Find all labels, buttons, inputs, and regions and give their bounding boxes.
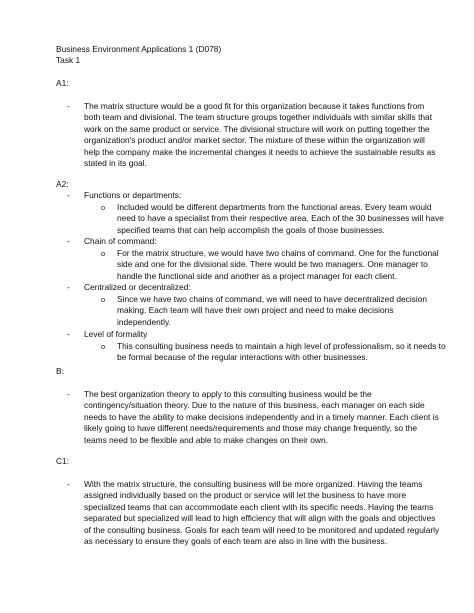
a2-item-text (117, 248, 439, 282)
section-heading-b: B: (56, 366, 64, 376)
text-line: making. Each team will have their own project and need to make decisions (117, 305, 394, 316)
text-line: The best organization theory to apply to this consulting business would be the (84, 389, 372, 399)
text-line: assigned individually based on the product or service will let the business to have more (84, 490, 407, 501)
bullet-dash: - (67, 479, 70, 489)
text-line: With the matrix structure, the consulting business will be more organized. Having the teams (84, 479, 423, 489)
a1-paragraph (84, 101, 436, 169)
a2-item-label: Centralized or decentralized: (84, 282, 191, 292)
text-line: For the matrix structure, we would have two chains of command. One for the functional (117, 248, 439, 258)
c1-paragraph (84, 479, 439, 547)
bullet-dash: - (67, 389, 70, 399)
text-line: organization's product and/or market sector. The mixture of these within the organization will (84, 135, 425, 146)
text-line: handle the functional side and another as a project manager for each client. (117, 270, 397, 281)
text-line: teams need to be flexible and able to make changes on their own. (84, 434, 328, 445)
bullet-dash: - (67, 329, 70, 339)
a2-item-label: Functions or departments: (84, 190, 182, 200)
text-line: help the company make the incremental changes it needs to achieve the sustainable results as (84, 146, 436, 157)
sub-bullet-circle: o (101, 203, 106, 212)
text-line: stated in its goal. (84, 158, 147, 169)
text-line: This consulting business needs to maintain a high level of professionalism, so it needs to (117, 341, 446, 351)
text-line: The matrix structure would be a good fit for this organization because it takes functions from (84, 101, 425, 111)
a2-item-label: Chain of command: (84, 236, 157, 246)
a2-item-text (117, 294, 427, 328)
a2-item-label: Level of formality (84, 329, 148, 339)
bullet-dash: - (67, 236, 70, 246)
section-heading-a1: A1: (56, 78, 69, 88)
b-paragraph (84, 389, 439, 446)
text-line: work on the same product or service. The divisional structure will work on putting together the (84, 123, 430, 134)
bullet-dash: - (67, 101, 70, 111)
text-line: of the consulting business. Goals for each team will need to be monitored and updated regularly (84, 524, 440, 535)
text-line: Included would be different departments from the functional areas. Every team would (117, 202, 432, 212)
a2-item-text (117, 202, 444, 236)
text-line: be formal because of the regular interactions with other businesses. (117, 352, 368, 363)
text-line: need to have a specialist from their respective area. Each of the 30 businesses will have (117, 213, 444, 224)
section-heading-a2: A2: (56, 179, 69, 189)
sub-bullet-circle: o (101, 342, 106, 351)
section-heading-c1: C1: (56, 456, 70, 466)
text-line: as necessary to ensure they goals of each team are also in line with the business. (84, 536, 388, 547)
sub-bullet-circle: o (101, 295, 106, 304)
course-title: Business Environment Applications 1 (D078) (56, 44, 222, 54)
text-line: side and one for the divisional side. There would be two managers. One manager to (117, 259, 428, 270)
text-line: specialized teams that can accommodate each client with its specific needs. Having the teams (84, 501, 434, 512)
bullet-dash: - (67, 190, 70, 200)
text-line: specified teams that can help accomplish the goals of those businesses. (117, 224, 385, 235)
text-line: separated but specialized will lead to high efficiency that will align with the goals and objectives (84, 513, 436, 524)
sub-bullet-circle: o (101, 249, 106, 258)
text-line: Since we have two chains of command, we will need to have decentralized decision (117, 294, 428, 304)
text-line: needs to have the ability to make decisions independently and in a timely manner. Each client is (84, 411, 439, 422)
bullet-dash: - (67, 282, 70, 292)
text-line: independently. (117, 316, 171, 327)
text-line: contingency/situation theory. Due to the nature of this business, each manager on each side (84, 400, 425, 411)
text-line: both team and divisional. The team structure groups together individuals with similar skills that (84, 112, 433, 123)
text-line: likely going to have different needs/requirements and those may change frequently, so the (84, 423, 418, 434)
task-label: Task 1 (56, 55, 81, 65)
a2-item-text (117, 341, 446, 364)
